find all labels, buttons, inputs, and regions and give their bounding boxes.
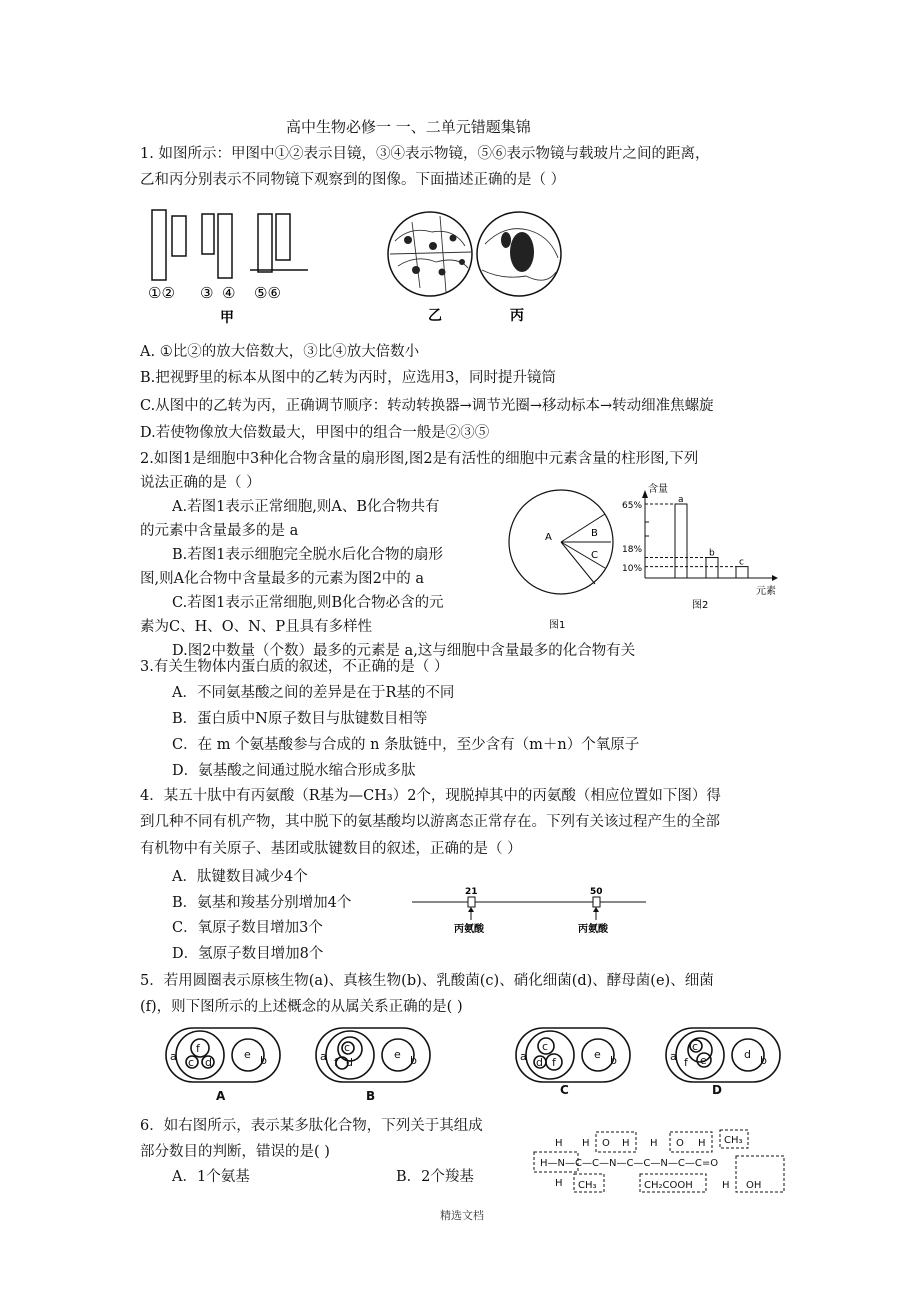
pie-label-a: A bbox=[545, 532, 552, 543]
page-title: 高中生物必修一 一、二单元错题集锦 bbox=[286, 118, 531, 136]
q1-microscope-figure bbox=[140, 196, 580, 331]
q4-label-ala1: 丙氨酸 bbox=[454, 924, 484, 935]
venn-label-a: A bbox=[216, 1089, 226, 1103]
venn-label-b: B bbox=[366, 1089, 376, 1103]
svg-text:H: H bbox=[582, 1138, 590, 1149]
bar-b bbox=[706, 558, 718, 578]
svg-text:c: c bbox=[542, 1040, 549, 1053]
q2-option-d: D.图2中数量（个数）最多的元素是 a,这与细胞中含量最多的化合物有关 bbox=[172, 643, 636, 659]
q6-option-b: B．2个羧基 bbox=[396, 1169, 474, 1185]
svg-text:f: f bbox=[684, 1056, 688, 1069]
q4-peptide-diagram bbox=[410, 880, 650, 936]
q6-polypeptide-structure bbox=[530, 1126, 790, 1198]
svg-text:a: a bbox=[520, 1050, 527, 1063]
q5-venn-options bbox=[160, 1022, 790, 1104]
q1-label-12: ①② bbox=[148, 284, 175, 302]
venn-label-c: C bbox=[560, 1083, 569, 1097]
q4-option-d: D．氢原子数目增加8个 bbox=[172, 946, 324, 962]
svg-text:b: b bbox=[760, 1054, 767, 1067]
q3-option-c: C．在 m 个氨基酸参与合成的 n 条肽链中，至少含有（m＋n）个氧原子 bbox=[172, 737, 640, 753]
q6-option-a: A．1个氨基 bbox=[172, 1169, 250, 1185]
pie-label-b: B bbox=[591, 528, 598, 539]
svg-text:O: O bbox=[602, 1138, 610, 1149]
bar-ylabel: 含量 bbox=[648, 484, 668, 495]
q1-label-56: ⑤⑥ bbox=[254, 284, 281, 302]
q2-figure1-pie bbox=[505, 488, 625, 640]
q1-stem-line1: 1. 如图所示：甲图中①②表示目镜，③④表示物镜，⑤⑥表示物镜与载玻片之间的距离， bbox=[140, 146, 710, 162]
q1-label-3: ③ bbox=[200, 284, 214, 302]
q1-stem-line2: 乙和丙分别表示不同物镜下观察到的图像。下面描述正确的是（ ） bbox=[140, 172, 566, 188]
q2-stem-line2: 说法正确的是（ ） bbox=[140, 475, 261, 491]
q1-option-d: D.若使物像放大倍数最大，甲图中的组合一般是②③⑤ bbox=[140, 425, 490, 441]
bar-xlabel: 元素 bbox=[756, 586, 776, 597]
q4-stem-line3: 有机物中有关原子、基团或肽键数目的叙述，正确的是（ ） bbox=[140, 841, 522, 857]
pie-label-c: C bbox=[591, 550, 598, 561]
q4-stem-line2: 到几种不同有机产物，其中脱下的氨基酸均以游离态正常存在。下列有关该过程产生的全部 bbox=[140, 814, 720, 830]
svg-text:a: a bbox=[320, 1050, 327, 1063]
q4-option-c: C．氧原子数目增加3个 bbox=[172, 920, 323, 936]
bar-label-c: c bbox=[739, 557, 744, 568]
q3-option-d: D．氨基酸之间通过脱水缩合形成多肽 bbox=[172, 763, 416, 779]
svg-text:H—N—C—C—N—C—C—N—C—C=O: H—N—C—C—N—C—C—N—C—C=O bbox=[540, 1158, 719, 1169]
svg-text:c: c bbox=[344, 1041, 351, 1054]
svg-text:CH₃: CH₃ bbox=[724, 1135, 743, 1146]
q3-option-b: B．蛋白质中N原子数目与肽键数目相等 bbox=[172, 711, 428, 727]
bar-tick-65: 65% bbox=[622, 501, 643, 511]
q1-option-c: C.从图中的乙转为丙，正确调节顺序：转动转换器→调节光圈→移动标本→转动细准焦螺旋 bbox=[140, 398, 714, 414]
bar-tick-10: 10% bbox=[622, 564, 643, 574]
svg-text:c: c bbox=[188, 1056, 195, 1069]
svg-text:CH₂COOH: CH₂COOH bbox=[644, 1180, 693, 1191]
svg-text:b: b bbox=[410, 1054, 417, 1067]
q2-option-c-line2: 素为C、H、O、N、P且具有多样性 bbox=[140, 619, 373, 635]
svg-text:d: d bbox=[744, 1048, 751, 1061]
q1-label-jia: 甲 bbox=[220, 310, 234, 326]
svg-text:OH: OH bbox=[746, 1180, 762, 1191]
q4-label-ala2: 丙氨酸 bbox=[578, 924, 608, 935]
svg-text:H: H bbox=[555, 1178, 563, 1189]
svg-text:e: e bbox=[244, 1048, 251, 1061]
svg-text:e: e bbox=[394, 1048, 401, 1061]
q3-stem: 3.有关生物体内蛋白质的叙述，不正确的是（ ） bbox=[140, 659, 449, 675]
q2-option-b-line1: B.若图1表示细胞完全脱水后化合物的扇形 bbox=[172, 547, 443, 563]
svg-text:d: d bbox=[536, 1056, 543, 1069]
q4-option-a: A．肽键数目减少4个 bbox=[172, 869, 308, 885]
svg-text:e: e bbox=[594, 1048, 601, 1061]
figure1-caption: 图1 bbox=[549, 620, 566, 631]
bar-c bbox=[736, 567, 748, 578]
q4-stem-line1: 4．某五十肽中有丙氨酸（R基为—CH₃）2个，现脱掉其中的丙氨酸（相应位置如下图）得 bbox=[140, 788, 721, 804]
svg-text:f: f bbox=[552, 1056, 556, 1069]
svg-text:CH₃: CH₃ bbox=[578, 1180, 597, 1191]
svg-text:e: e bbox=[700, 1054, 707, 1067]
q1-option-a: A. ①比②的放大倍数大，③比④放大倍数小 bbox=[140, 344, 420, 360]
q2-option-a-line1: A.若图1表示正常细胞,则A、B化合物共有 bbox=[172, 499, 440, 515]
q4-pos-50: 50 bbox=[590, 887, 603, 897]
svg-text:H: H bbox=[650, 1138, 658, 1149]
q1-label-yi: 乙 bbox=[428, 308, 442, 324]
bar-label-a: a bbox=[678, 495, 684, 505]
q4-pos-21: 21 bbox=[465, 887, 478, 897]
q2-stem-line1: 2.如图1是细胞中3种化合物含量的扇形图,图2是有活性的细胞中元素含量的柱形图,下列 bbox=[140, 451, 699, 467]
svg-text:d: d bbox=[346, 1056, 353, 1069]
svg-text:c: c bbox=[692, 1040, 699, 1053]
q2-option-a-line2: 的元素中含量最多的是 a bbox=[140, 523, 299, 539]
svg-text:a: a bbox=[670, 1050, 677, 1063]
q6-stem-line2: 部分数目的判断，错误的是( ) bbox=[140, 1144, 330, 1160]
svg-text:f: f bbox=[196, 1042, 200, 1055]
svg-text:O: O bbox=[676, 1138, 684, 1149]
q4-option-b: B．氨基和羧基分别增加4个 bbox=[172, 895, 352, 911]
q3-option-a: A．不同氨基酸之间的差异是在于R基的不同 bbox=[172, 685, 455, 701]
q5-stem-line1: 5．若用圆圈表示原核生物(a)、真核生物(b)、乳酸菌(c)、硝化细菌(d)、酵母菌(e)、细菌 bbox=[140, 973, 714, 989]
bar-label-b: b bbox=[709, 548, 715, 559]
svg-text:b: b bbox=[260, 1054, 267, 1067]
q5-stem-line2: (f)，则下图所示的上述概念的从属关系正确的是( ) bbox=[140, 999, 463, 1015]
venn-label-d: D bbox=[712, 1083, 722, 1097]
figure2-caption: 图2 bbox=[692, 600, 709, 611]
bar-tick-18: 18% bbox=[622, 545, 643, 555]
svg-text:H: H bbox=[622, 1138, 630, 1149]
q1-option-b: B.把视野里的标本从图中的乙转为丙时，应选用3，同时提升镜筒 bbox=[140, 370, 556, 386]
q1-label-bing: 丙 bbox=[510, 308, 524, 324]
q2-option-c-line1: C.若图1表示正常细胞,则B化合物必含的元 bbox=[172, 595, 444, 611]
svg-text:a: a bbox=[170, 1050, 177, 1063]
q1-label-4: ④ bbox=[222, 284, 236, 302]
svg-text:H: H bbox=[555, 1138, 563, 1149]
svg-text:H: H bbox=[722, 1180, 730, 1191]
q6-stem-line1: 6．如右图所示，表示某多肽化合物，下列关于其组成 bbox=[140, 1118, 483, 1134]
svg-text:d: d bbox=[205, 1056, 212, 1069]
svg-text:H: H bbox=[698, 1138, 706, 1149]
q2-figure2-bar-chart bbox=[620, 478, 790, 638]
q2-option-b-line2: 图,则A化合物中含量最多的元素为图2中的 a bbox=[140, 571, 425, 587]
svg-text:f: f bbox=[334, 1056, 338, 1069]
svg-text:b: b bbox=[610, 1054, 617, 1067]
page-footer: 精选文档 bbox=[440, 1209, 484, 1222]
